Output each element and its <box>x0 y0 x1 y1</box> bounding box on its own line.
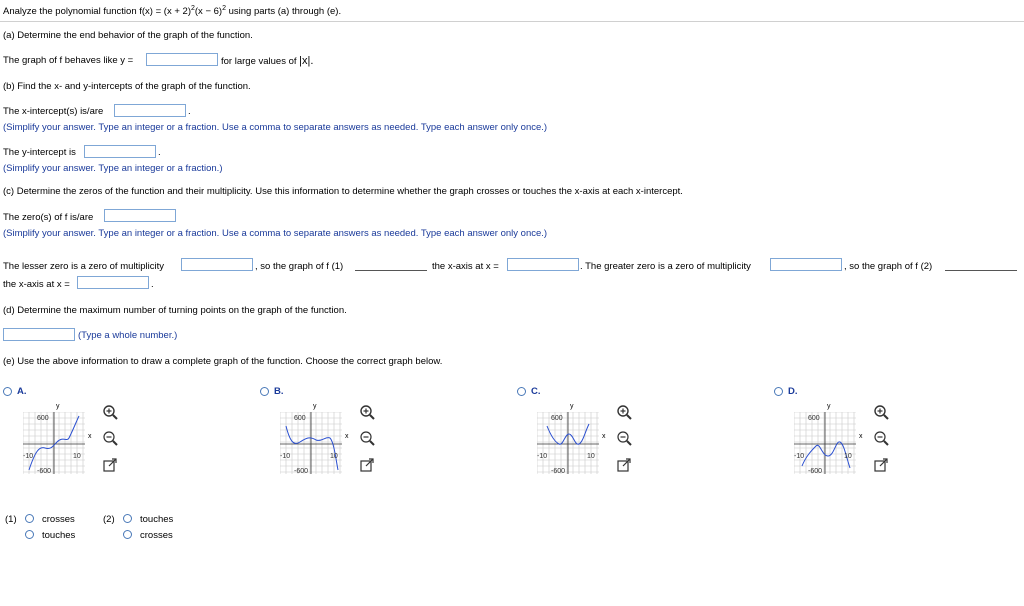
choices-1-tag: (1) <box>5 514 17 525</box>
option-radio-b[interactable] <box>260 387 269 396</box>
x-axis-label: x <box>859 433 863 440</box>
option-radio-c[interactable] <box>517 387 526 396</box>
choice-1-radio-crosses[interactable] <box>25 514 34 523</box>
svg-text:600: 600 <box>808 415 820 422</box>
zoom-in-icon[interactable] <box>873 404 889 420</box>
x-intercept-input[interactable] <box>114 104 186 117</box>
choices-2-tag: (2) <box>103 514 115 525</box>
end-behavior-input[interactable] <box>146 53 218 66</box>
turning-points-hint: (Type a whole number.) <box>78 330 178 341</box>
option-radio-a[interactable] <box>3 387 12 396</box>
turning-points-input[interactable] <box>3 328 75 341</box>
blank-2-dropdown[interactable] <box>945 270 1017 271</box>
y-intercept-input[interactable] <box>84 145 156 158</box>
graph-thumbnail-c <box>537 412 599 474</box>
choice-1-label-crosses: crosses <box>42 514 75 525</box>
choice-2-radio-touches[interactable] <box>123 514 132 523</box>
option-label-b: B. <box>274 386 284 397</box>
y-intercept-hint: (Simplify your answer. Type an integer or a fraction.) <box>3 163 223 174</box>
part-b-heading: (b) Find the x- and y-intercepts of the graph of the function. <box>3 81 251 92</box>
part-a-prompt: The graph of f behaves like y = <box>3 55 134 66</box>
question-title: Analyze the polynomial function $f(x) = (x + 2)^2(x - 6)^2$ using parts (a) through (e). <box>3 5 342 18</box>
zoom-in-icon[interactable] <box>102 404 118 420</box>
y-axis-label: y <box>56 403 60 410</box>
y-axis-label: y <box>570 403 574 410</box>
so-graph-1: , so the graph of f (1) <box>255 261 344 272</box>
zeros-input[interactable] <box>104 209 176 222</box>
svg-text:10: 10 <box>587 453 595 460</box>
graph-thumbnail-b <box>280 412 342 474</box>
open-external-icon[interactable] <box>359 457 375 473</box>
choice-2-label-touches: touches <box>140 514 174 525</box>
part-a-heading: (a) Determine the end behavior of the graph of the function. <box>3 30 253 41</box>
svg-text:-600: -600 <box>551 468 566 474</box>
svg-text:10: 10 <box>73 453 81 460</box>
x-axis-at-2: the x-axis at x = <box>3 279 70 290</box>
graph-thumbnail-a <box>23 412 85 474</box>
y-axis-label: y <box>827 403 831 410</box>
zoom-out-icon[interactable] <box>102 430 118 446</box>
svg-text:10: 10 <box>330 453 338 460</box>
zoom-out-icon[interactable] <box>359 430 375 446</box>
open-external-icon[interactable] <box>616 457 632 473</box>
zoom-in-icon[interactable] <box>359 404 375 420</box>
svg-text:-600: -600 <box>808 468 823 474</box>
svg-text:-600: -600 <box>294 468 309 474</box>
greater-zero-text: . The greater zero is a zero of multiplicity <box>580 261 751 272</box>
y-intercept-period: . <box>158 147 161 158</box>
lesser-multiplicity-input[interactable] <box>181 258 253 271</box>
so-graph-2: , so the graph of f (2) <box>844 261 933 272</box>
zoom-out-icon[interactable] <box>873 430 889 446</box>
svg-text:-10: -10 <box>23 453 34 460</box>
y-intercept-prompt: The y-intercept is <box>3 147 76 158</box>
lesser-zero-x-input[interactable] <box>507 258 579 271</box>
blank-1-dropdown[interactable] <box>355 270 427 271</box>
x-axis-at-1: the x-axis at x = <box>432 261 499 272</box>
x-intercept-hint: (Simplify your answer. Type an integer or a fraction. Use a comma to separate answers as needed. Type each answer only once.) <box>3 122 548 133</box>
greater-zero-period: . <box>151 279 154 290</box>
svg-text:10: 10 <box>844 453 852 460</box>
option-label-d: D. <box>788 386 798 397</box>
title-divider <box>0 21 1024 22</box>
svg-text:600: 600 <box>551 415 563 422</box>
option-label-a: A. <box>17 386 27 397</box>
zeros-prompt: The zero(s) of f is/are <box>3 212 94 223</box>
x-intercept-period: . <box>188 106 191 117</box>
choice-1-label-touches: touches <box>42 530 76 541</box>
greater-zero-x-input[interactable] <box>77 276 149 289</box>
svg-text:-600: -600 <box>37 468 52 474</box>
part-d-heading: (d) Determine the maximum number of turning points on the graph of the function. <box>3 305 347 316</box>
part-e-heading: (e) Use the above information to draw a complete graph of the function. Choose the correct graph below. <box>3 356 443 367</box>
choice-1-radio-touches[interactable] <box>25 530 34 539</box>
y-axis-label: y <box>313 403 317 410</box>
svg-text:600: 600 <box>294 415 306 422</box>
svg-text:600: 600 <box>37 415 49 422</box>
x-intercept-prompt: The x-intercept(s) is/are <box>3 106 104 117</box>
svg-text:-10: -10 <box>280 453 291 460</box>
lesser-zero-text: The lesser zero is a zero of multiplicity <box>3 261 165 272</box>
open-external-icon[interactable] <box>873 457 889 473</box>
x-axis-label: x <box>88 433 92 440</box>
x-axis-label: x <box>345 433 349 440</box>
zoom-out-icon[interactable] <box>616 430 632 446</box>
choice-2-radio-crosses[interactable] <box>123 530 132 539</box>
x-axis-label: x <box>602 433 606 440</box>
zeros-hint: (Simplify your answer. Type an integer or a fraction. Use a comma to separate answers as needed. Type each answer only once.) <box>3 228 548 239</box>
graph-thumbnail-d <box>794 412 856 474</box>
open-external-icon[interactable] <box>102 457 118 473</box>
greater-multiplicity-input[interactable] <box>770 258 842 271</box>
zoom-in-icon[interactable] <box>616 404 632 420</box>
part-c-heading: (c) Determine the zeros of the function and their multiplicity. Use this information to determine whether the graph crosses or touches the x-axis at each x-intercept. <box>3 186 683 197</box>
choice-2-label-crosses: crosses <box>140 530 173 541</box>
svg-text:-10: -10 <box>537 453 548 460</box>
option-label-c: C. <box>531 386 541 397</box>
part-a-suffix: for large values of |x|. <box>221 55 314 67</box>
option-radio-d[interactable] <box>774 387 783 396</box>
svg-text:-10: -10 <box>794 453 805 460</box>
